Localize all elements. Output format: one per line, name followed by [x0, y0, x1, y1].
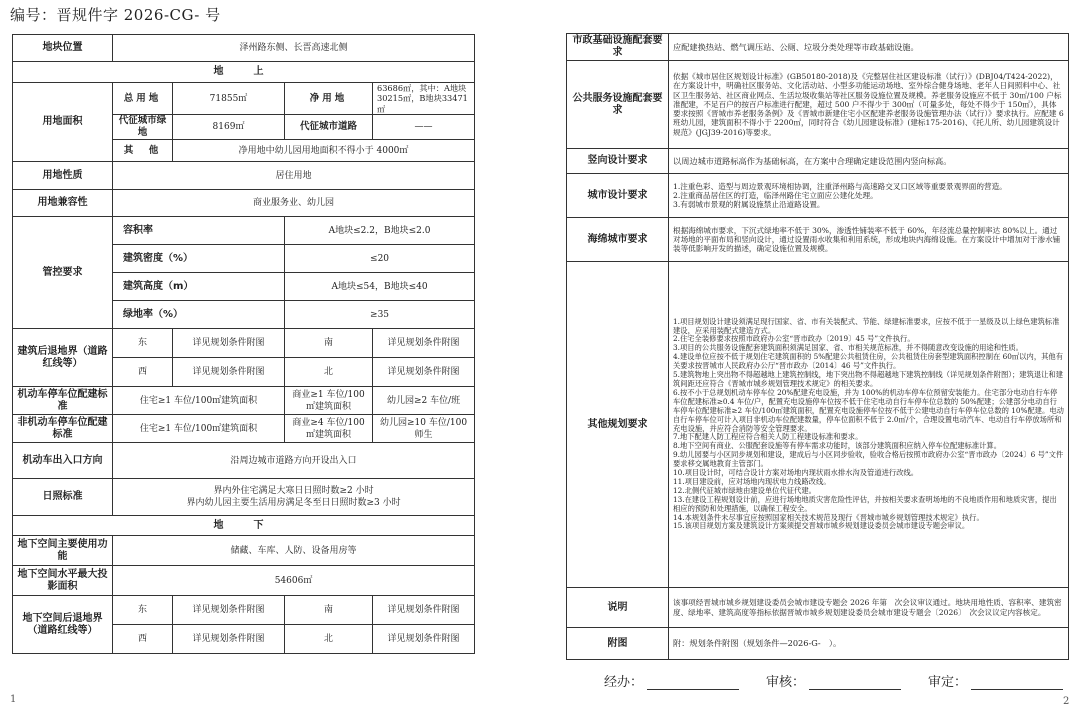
height-value: A地块≤54，B地块≤40: [285, 273, 475, 301]
other-item-14: 14.本规划条件未尽事宜应按照国家相关技术规范及现行《晋城市城乡规划管理技术规定》执行。: [673, 512, 984, 522]
density-label: 建筑密度（%）: [113, 245, 285, 273]
other-item-1: 1.项目规划设计建设须满足现行国家、省、市有关装配式、节能、绿建标准要求，应按不低于一星级及以上绿色建筑标准建设，应采用装配式建造方式。: [673, 316, 1060, 335]
signature-reviewer-label: 审核：: [766, 675, 806, 690]
setback-south-value: 详见规划条件附图: [373, 329, 475, 358]
other-area-value: 净用地中幼儿园用地面积不得小于 4000㎡: [173, 140, 475, 162]
attach-value: 附：规划条件附图（规划条件—2026-G- ）。: [669, 628, 1069, 660]
page-number-right: 2: [1063, 696, 1070, 707]
other-item-4: 4.建设单位应按不低于规划住宅建筑面积的 5%配建公共租赁住房，公共租赁住房套型建筑面积控制在 60㎡以内，其他有关要求按晋城市人民政府办公厅“晋市政办〔2014〕46 号”文件执行。: [673, 352, 1064, 371]
setback-north: 北: [285, 358, 373, 387]
attach-label: 附图: [567, 628, 669, 660]
total-area-value: 71855㎡: [173, 83, 285, 115]
setback-east-value: 详见规划条件附图: [173, 329, 285, 358]
other-area-label: 其 他: [113, 140, 173, 162]
green-area-value: 8169㎡: [173, 115, 285, 140]
left-conditions-table: [12, 34, 475, 654]
far-label: 容积率: [113, 217, 285, 245]
motor-parking-kindergarten: 幼儿园≥2 车位/班: [373, 387, 475, 415]
above-ground-header: 地 上: [13, 62, 475, 83]
signature-approver-label: 审定：: [928, 675, 968, 690]
underground-setback-south-value: 详见规划条件附图: [373, 596, 475, 625]
road-area-value: ——: [373, 115, 475, 140]
compat-value: 商业服务业、幼儿园: [113, 190, 475, 217]
green-rate-value: ≥35: [285, 301, 475, 329]
signature-reviewer-line[interactable]: [809, 677, 901, 690]
other-item-8: 8.地下空间有商业、公服配套设施等有停车需求功能时，该部分建筑面积应纳入停车位配建标准计算。: [673, 441, 1002, 451]
underground-use-value: 储藏、车库、人防、设备用房等: [113, 536, 475, 566]
other-value: [669, 262, 1069, 588]
motor-parking-commercial: 商业≥1 车位/100㎡建筑面积: [285, 387, 373, 415]
signature-handler-line[interactable]: [647, 677, 739, 690]
road-area-label: 代征城市道路: [285, 115, 373, 140]
setback-north-value: 详见规划条件附图: [373, 358, 475, 387]
signature-approver: [928, 671, 1063, 690]
underground-use-label: 地下空间主要使用功能: [13, 536, 113, 566]
signature-reviewer: [766, 671, 901, 690]
control-label: 管控要求: [13, 217, 113, 329]
document-number: 编号：晋规件字 2026-CG- 号: [10, 6, 221, 24]
underground-setback-east-value: 详见规划条件附图: [173, 596, 285, 625]
right-conditions-table: [566, 33, 1069, 660]
net-area-value: 63686㎡，其中：A地块30215㎡，B地块33471㎡: [373, 83, 475, 115]
motor-parking-label: 机动车停车位配建标准: [13, 387, 113, 415]
land-use-value: 居住用地: [113, 162, 475, 190]
page-number-left: 1: [10, 694, 17, 705]
underground-setback-north-value: 详见规划条件附图: [373, 625, 475, 654]
infra-label: 市政基础设施配套要求: [567, 34, 669, 61]
other-item-13: 13.在建设工程规划设计前，应进行场地地质灾害危险性评估，并按相关要求查明场地的不良地质作用和地质灾害，提出相应的预防和处理措施，以确保工程安全。: [673, 494, 1057, 513]
infra-value: 应配建换热站、燃气调压站、公厕、垃圾分类处理等市政基础设施。: [669, 34, 1069, 61]
entrance-value: 沿周边城市道路方向开设出入口: [113, 443, 475, 479]
net-area-label: 净用地: [285, 83, 373, 115]
underground-area-label: 地下空间水平最大投影面积: [13, 566, 113, 596]
setback-east: 东: [113, 329, 173, 358]
sponge-label: 海绵城市要求: [567, 218, 669, 262]
signature-handler: [604, 671, 739, 690]
sunlight-label: 日照标准: [13, 479, 113, 516]
vertical-value: 以周边城市道路标高作为基础标高，在方案中合理确定建设范围内竖向标高。: [669, 149, 1069, 174]
motor-parking-residential: 住宅≥1 车位/100㎡建筑面积: [113, 387, 285, 415]
urban-line-2: 2.注重商品居住区的打造，临泽州路住宅立面应公建化处理。: [673, 190, 878, 200]
entrance-label: 机动车出入口方向: [13, 443, 113, 479]
other-item-5: 5.建筑物地上突出物不得超越地上建筑控制线，地下突出物不得超越地下建筑控制线（详见规划条件附图）；建筑退让和建筑间距还应符合《晋城市城乡规划管理技术规定》的相关要求。: [673, 370, 1064, 388]
signature-approver-line[interactable]: [971, 677, 1063, 690]
other-item-3: 3.项目的公共服务设施配套建筑面积须满足国家、省、市相关规范标准，并不得随意改变设施的用途和性质。: [673, 343, 1023, 353]
sponge-value: 根据海绵城市要求，下沉式绿地率不低于 30%，渗透性铺装率不低于 60%，年径流总量控制率达 80%以上。通过对场地的平面布局和竖向设计，通过设置雨水收集和利用系统，形成地块内海绵设施。在方案设计中增加对于渗水铺装等低影响开发的描述，确定设施位置及规模。: [669, 218, 1069, 262]
underground-setback-west-value: 详见规划条件附图: [173, 625, 285, 654]
land-area-label: 用地面积: [13, 83, 113, 162]
signature-handler-label: 经办：: [604, 675, 644, 690]
note-label: 说明: [567, 588, 669, 628]
urban-line-3: 3.有弱城市景观的附属设施禁止沿道路设置。: [673, 200, 825, 210]
green-rate-label: 绿地率（%）: [113, 301, 285, 329]
green-area-label: 代征城市绿地: [113, 115, 173, 140]
underground-setback-north: 北: [285, 625, 373, 654]
underground-area-value: 54606㎡: [113, 566, 475, 596]
note-value: 该事项经晋城市城乡规划建设委员会城市建设专题会 2026 年第 次会议审议通过。地块用地性质、容积率、建筑密度、绿地率、建筑高度等指标依据晋城市城乡规划建设委员会城市建设专题会〔2026〕 次会议议定内容核定。: [669, 588, 1069, 628]
public-label: 公共服务设施配套要求: [567, 61, 669, 149]
sunlight-line-1: 界内外住宅满足大寒日日照时数≥2 小时: [213, 486, 374, 497]
underground-setback-label: 地下空间后退地界（道路红线等）: [13, 596, 113, 654]
other-label: 其他规划要求: [567, 262, 669, 588]
nonmotor-parking-kindergarten: 幼儿园≥10 车位/100 师生: [373, 415, 475, 443]
other-item-11: 11.项目建设前，应对场地内现状电力线路改线。: [673, 476, 831, 486]
underground-setback-east: 东: [113, 596, 173, 625]
vertical-label: 竖向设计要求: [567, 149, 669, 174]
nonmotor-parking-residential: 住宅≥1 车位/100㎡建筑面积: [113, 415, 285, 443]
nonmotor-parking-commercial: 商业≥4 车位/100㎡建筑面积: [285, 415, 373, 443]
setback-west: 西: [113, 358, 173, 387]
other-item-12: 12.北侧代征城市绿地由建设单位代征代建。: [673, 485, 816, 495]
compat-label: 用地兼容性: [13, 190, 113, 217]
far-value: A地块≤2.2，B地块≤2.0: [285, 217, 475, 245]
other-item-10: 10.项目设计时，可结合设计方案对场地内现状雨水排水沟及管道进行改线。: [673, 468, 919, 478]
total-area-label: 总用地: [113, 83, 173, 115]
nonmotor-parking-label: 非机动车停车位配建标准: [13, 415, 113, 443]
sunlight-line-2: 界内幼儿园主要生活用房满足冬至日日照时数≥3 小时: [186, 498, 401, 509]
density-value: ≤20: [285, 245, 475, 273]
setback-label: 建筑后退地界（道路红线等）: [13, 329, 113, 387]
setback-west-value: 详见规划条件附图: [173, 358, 285, 387]
urban-label: 城市设计要求: [567, 174, 669, 218]
other-item-6: 6.按不小于总规划机动车停车位 20%配建充电设施，并为 100%的机动车停车位预留安装能力。住宅部分电动自行车停车位配建标准≥0.4 车位/户，配置充电设施停车位按不低于住宅电动自行车停车位总数的 50%配建；公建部分电动自行车停车位配建标准≥2 车位/100㎡建筑面积，配置充电设施停车位按不低于公建电动自行车停车位总数的 10%配建。电动自行车停车位可计入项目非机动车位配建数量，停车位面积不低于 2.0㎡/个，合理设置电动汽车、电动自行车停放场所和充电设施，并应符合消防等安全管理要求。: [673, 387, 1064, 433]
other-item-2: 2.住宅全装修要求按照市政府办公室“晋市政办〔2019〕45 号”文件执行。: [673, 334, 915, 344]
underground-setback-west: 西: [113, 625, 173, 654]
underground-setback-south: 南: [285, 596, 373, 625]
sunlight-value: [113, 479, 475, 516]
site-location-label: 地块位置: [13, 35, 113, 62]
urban-line-1: 1.注重色彩、造型与周边景观环境相协调，注重泽州路与高速路交叉口区域等重要景观界面的营造。: [673, 181, 1007, 191]
urban-value: [669, 174, 1069, 218]
other-item-9: 9.幼儿园要与小区同步规划和建设，建成后与小区同步验收，验收合格后按照市政府办公室“晋市政办〔2024〕6 号”文件要求移交属地教育主管部门。: [673, 450, 1064, 469]
site-location-value: 泽州路东侧、长晋高速北侧: [113, 35, 475, 62]
setback-south: 南: [285, 329, 373, 358]
land-use-label: 用地性质: [13, 162, 113, 190]
public-value: 依据《城市居住区规划设计标准》(GB50180-2018)及《完整居住社区建设标准（试行）》(DBJ04/T424-2022)，在方案设计中，明确社区服务站、文化活动站、小型多功能运动场地、室外综合健身场地、老年人日间照料中心、社区卫生服务站、社区商业网点、生活垃圾收集站等社区服务设施位置及规模。养老服务设施应不低于 30㎡/100 户标准配建，不足百户的按百户标准进行配建，超过 500 户不得少于 300㎡（可量多处，每处不得少于 150㎡），具体要求按照《晋城市养老服务条例》及《晋城市新建住宅小区配建养老服务设施管理办法（试行）》要求执行。应配建 6 班幼儿园，建筑面积不得小于 2200㎡，同时符合《幼儿园建设标准》(建标175-2016)、《托儿所、幼儿园建筑设计规范》(JGJ39-2016)等要求。: [669, 61, 1069, 149]
other-item-7: 7.地下配建人防工程应符合相关人防工程建设标准和要求。: [673, 432, 863, 442]
below-ground-header: 地 下: [13, 516, 475, 536]
other-item-15: 15.该项目规划方案及建筑设计方案须提交晋城市城乡规划建设委员会城市建设专题会审议。: [673, 521, 970, 531]
height-label: 建筑高度（m）: [113, 273, 285, 301]
